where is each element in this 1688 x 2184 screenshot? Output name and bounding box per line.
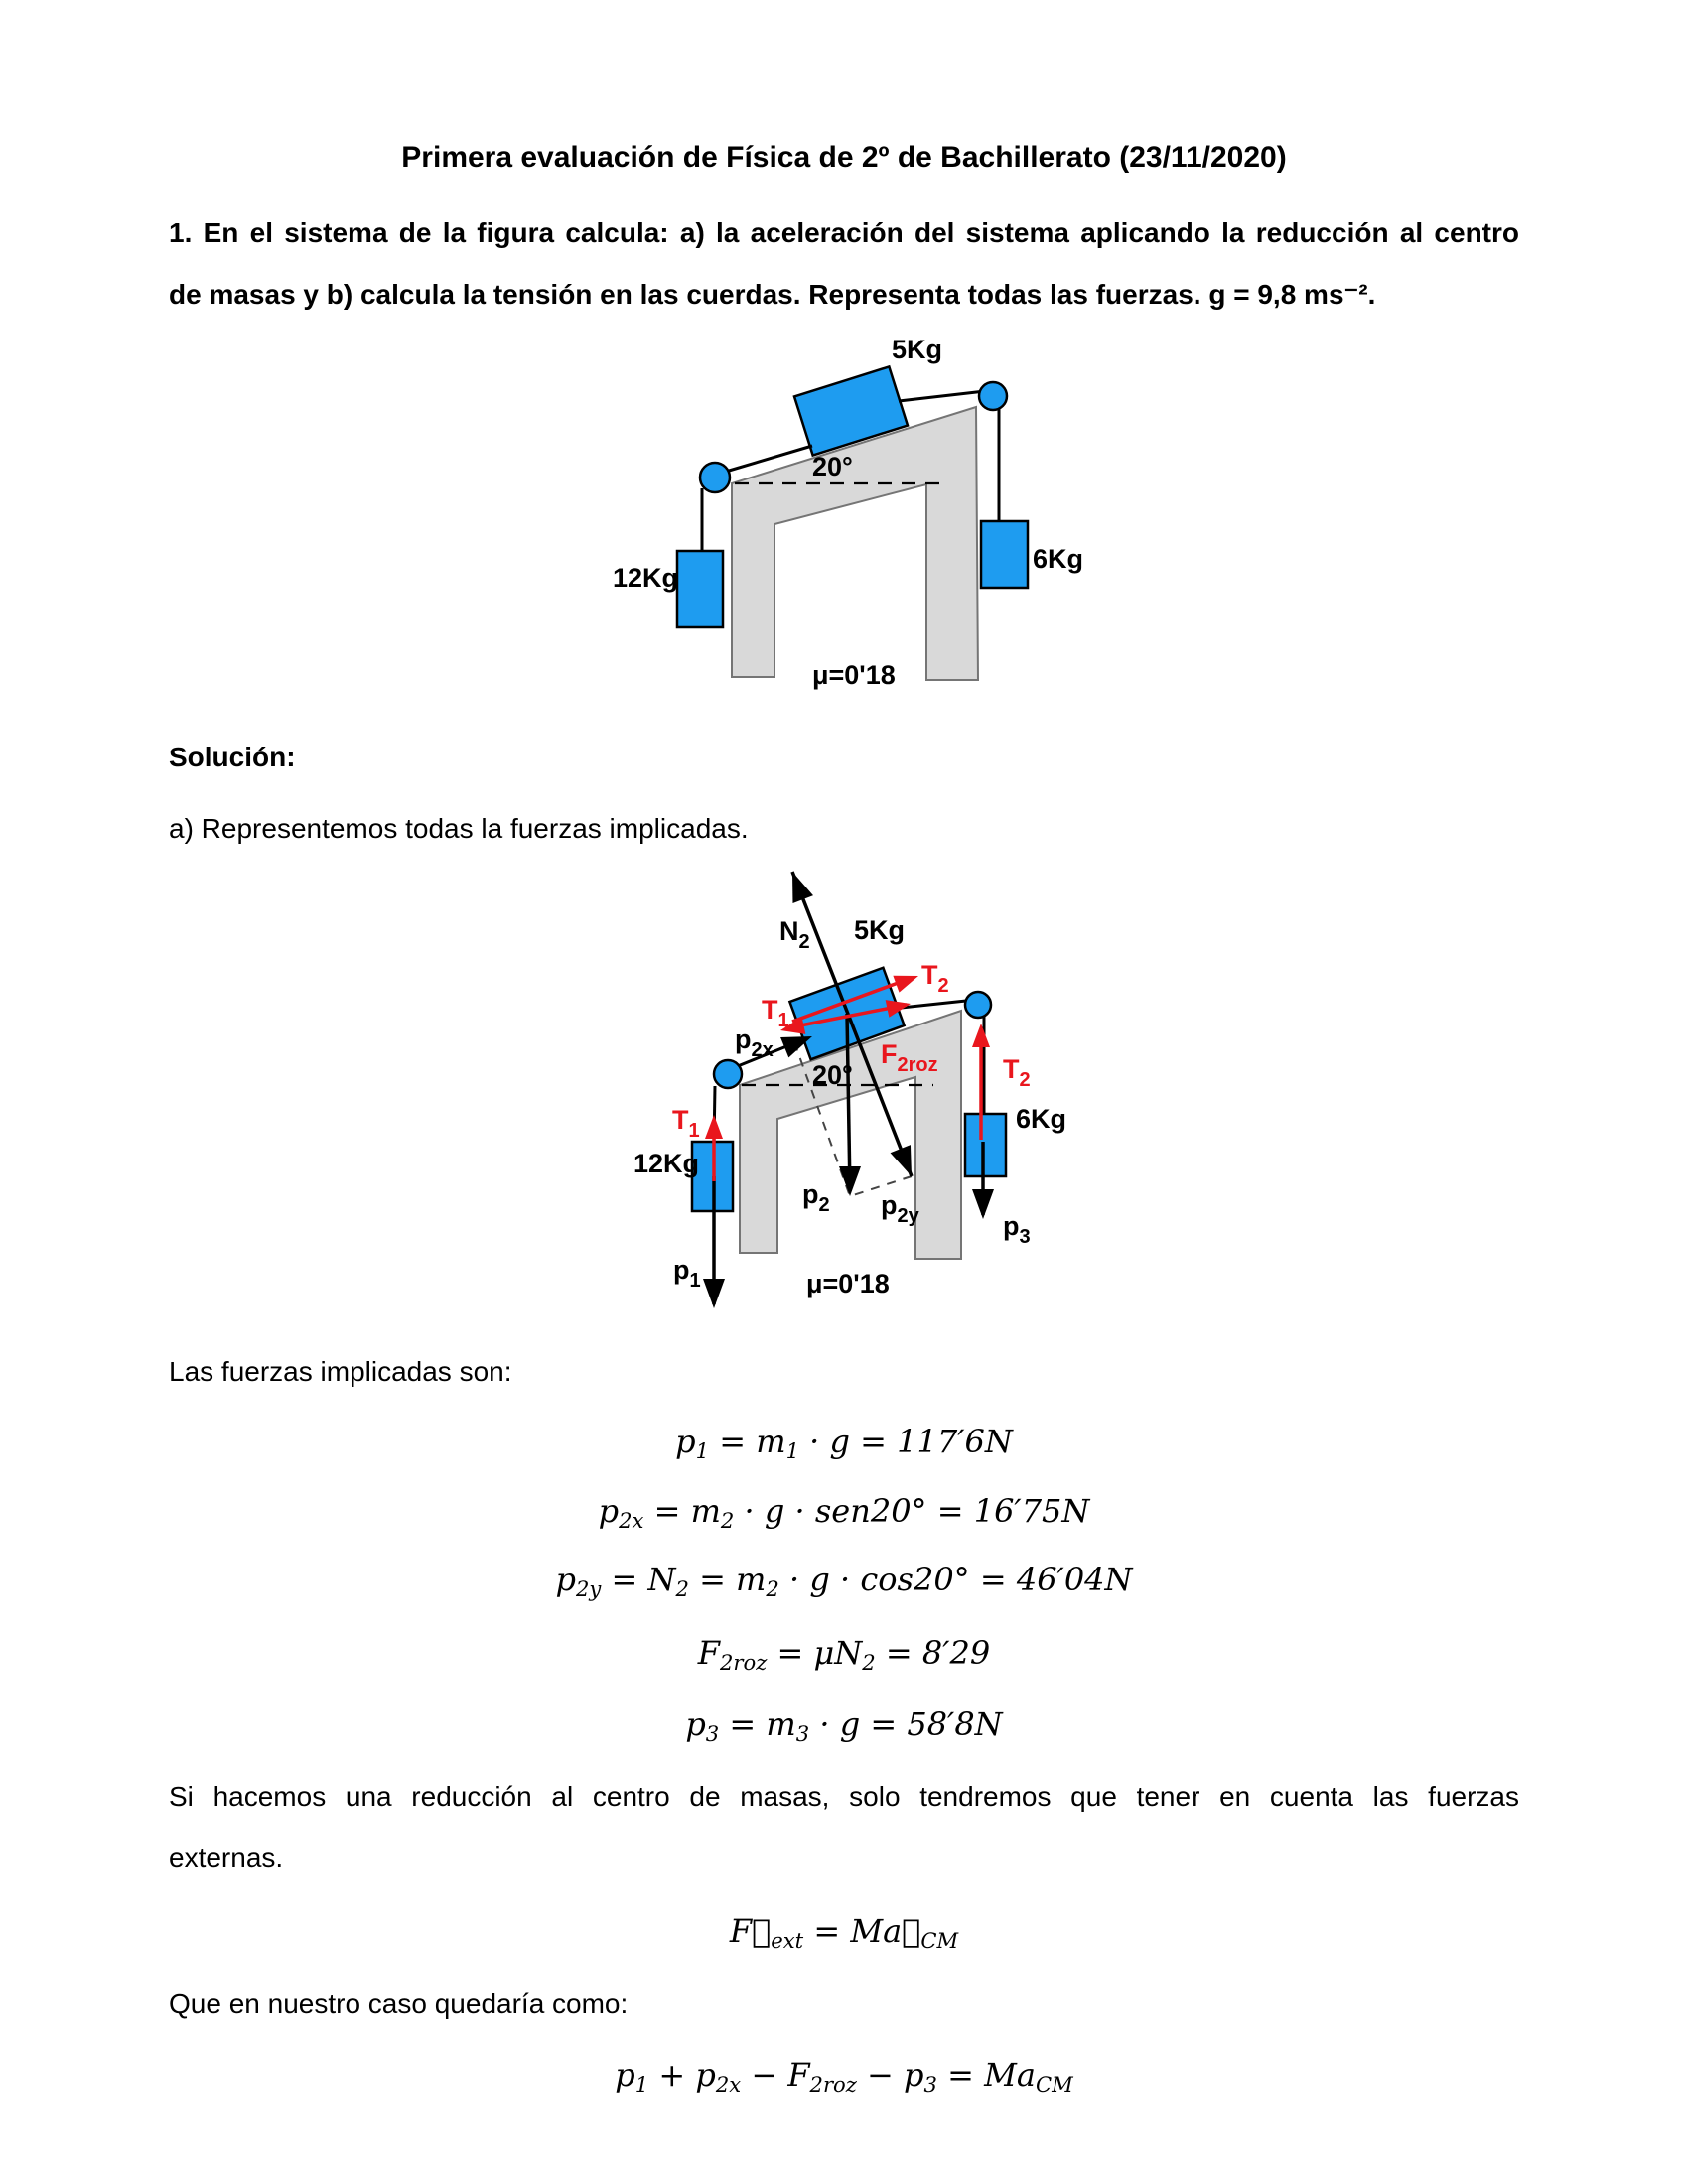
part-a-intro: a) Representemos todas la fuerzas implicadas.: [169, 813, 749, 844]
equation-p2y: $p_{2y} = N_2 = m_2 \cdot g \cdot \cos 20^\circ = 46'04N$: [555, 1561, 1133, 1601]
problem-statement-line1: 1. En el sistema de la figura calcula: a) la aceleración del sistema aplicando la reducción al centro: [169, 217, 1519, 248]
t1-left-arrowhead: [705, 1115, 723, 1139]
t2-right-arrowhead: [972, 1024, 990, 1047]
page-title: Primera evaluación de Física de 2º de Bachillerato (23/11/2020): [401, 141, 1287, 174]
label-p3: $p_3$: [1003, 1211, 1031, 1248]
t2-block-arrowhead: [893, 968, 921, 993]
label-angle-20: 20°: [812, 1060, 853, 1090]
label-f2roz: $F_{2roz}$: [881, 1039, 938, 1076]
pulley-right: [965, 992, 991, 1018]
label-angle-20: 20°: [812, 452, 853, 481]
equation-newton-cm: $F⃗_{ext}$ = $Ma⃗_{CM}$: [729, 1912, 959, 1953]
problem-statement-line2: de masas y b) calcula la tensión en las cuerdas. Representa todas las fuerzas. g = 9,8 ms⁻².: [169, 279, 1376, 310]
figure-system-diagram: [556, 328, 1112, 705]
label-t1-block: $T_1$: [762, 995, 789, 1031]
label-p2y: $p_{2y}$: [881, 1190, 919, 1227]
case-intro: Que en nuestro caso quedaría como:: [169, 1988, 629, 2019]
hanging-mass-6kg: [981, 521, 1028, 588]
label-mu: μ=0'18: [812, 660, 896, 690]
figure-forces-diagram: [596, 854, 1102, 1320]
label-p1: $p_1$: [673, 1255, 701, 1292]
label-p2x: $p_{2x}$: [735, 1024, 774, 1061]
rope-right-incline: [899, 391, 985, 401]
hanging-mass-12kg: [677, 551, 723, 627]
reduction-paragraph-line2: externas.: [169, 1843, 284, 1873]
label-n2: $N_2$: [779, 916, 810, 953]
equation-p3: $p_3 = m_3 \cdot g = 58'8N$: [685, 1706, 1003, 1746]
n2-arrowhead: [782, 868, 813, 903]
label-12kg: 12Kg: [613, 563, 679, 593]
pulley-left: [700, 463, 730, 492]
label-mu: μ=0'18: [806, 1269, 890, 1298]
solution-heading: Solución:: [169, 742, 296, 772]
label-12kg: 12Kg: [633, 1149, 700, 1178]
label-t1-left: $T_1$: [672, 1105, 700, 1142]
equation-p2x: $p_{2x} = m_2 \cdot g \cdot sen20^\circ = 16'75N$: [598, 1492, 1090, 1533]
hanging-mass-6kg: [965, 1114, 1006, 1176]
label-t2-right: $T_2$: [1003, 1054, 1031, 1091]
label-t2-block: $T_2$: [921, 960, 949, 997]
incline-structure: [732, 407, 978, 680]
reduction-paragraph-line1: Si hacemos una reducción al centro de masas, solo tendremos que tener en cuenta las fuerzas: [169, 1781, 1519, 1812]
equation-friction: $F_{2roz} = \mu N_2 = 8'29$: [697, 1634, 991, 1675]
p2-arrowhead: [839, 1166, 861, 1196]
p3-arrowhead: [972, 1189, 994, 1219]
label-6kg: 6Kg: [1033, 544, 1084, 574]
equation-system: $p_1 + p_{2x} - F_{2roz} - p_3 = Ma_{CM}$: [615, 2056, 1073, 2097]
p1-arrowhead: [703, 1279, 725, 1308]
label-6kg: 6Kg: [1016, 1104, 1067, 1134]
pulley-right: [979, 382, 1007, 410]
label-p2: $p_2$: [802, 1179, 830, 1216]
label-5kg: 5Kg: [854, 915, 906, 945]
equation-p1: $p_1 = m_1 \cdot g = 117'6N$: [675, 1423, 1013, 1463]
forces-intro: Las fuerzas implicadas son:: [169, 1356, 512, 1387]
pulley-left: [714, 1060, 742, 1088]
label-5kg: 5Kg: [892, 335, 943, 364]
